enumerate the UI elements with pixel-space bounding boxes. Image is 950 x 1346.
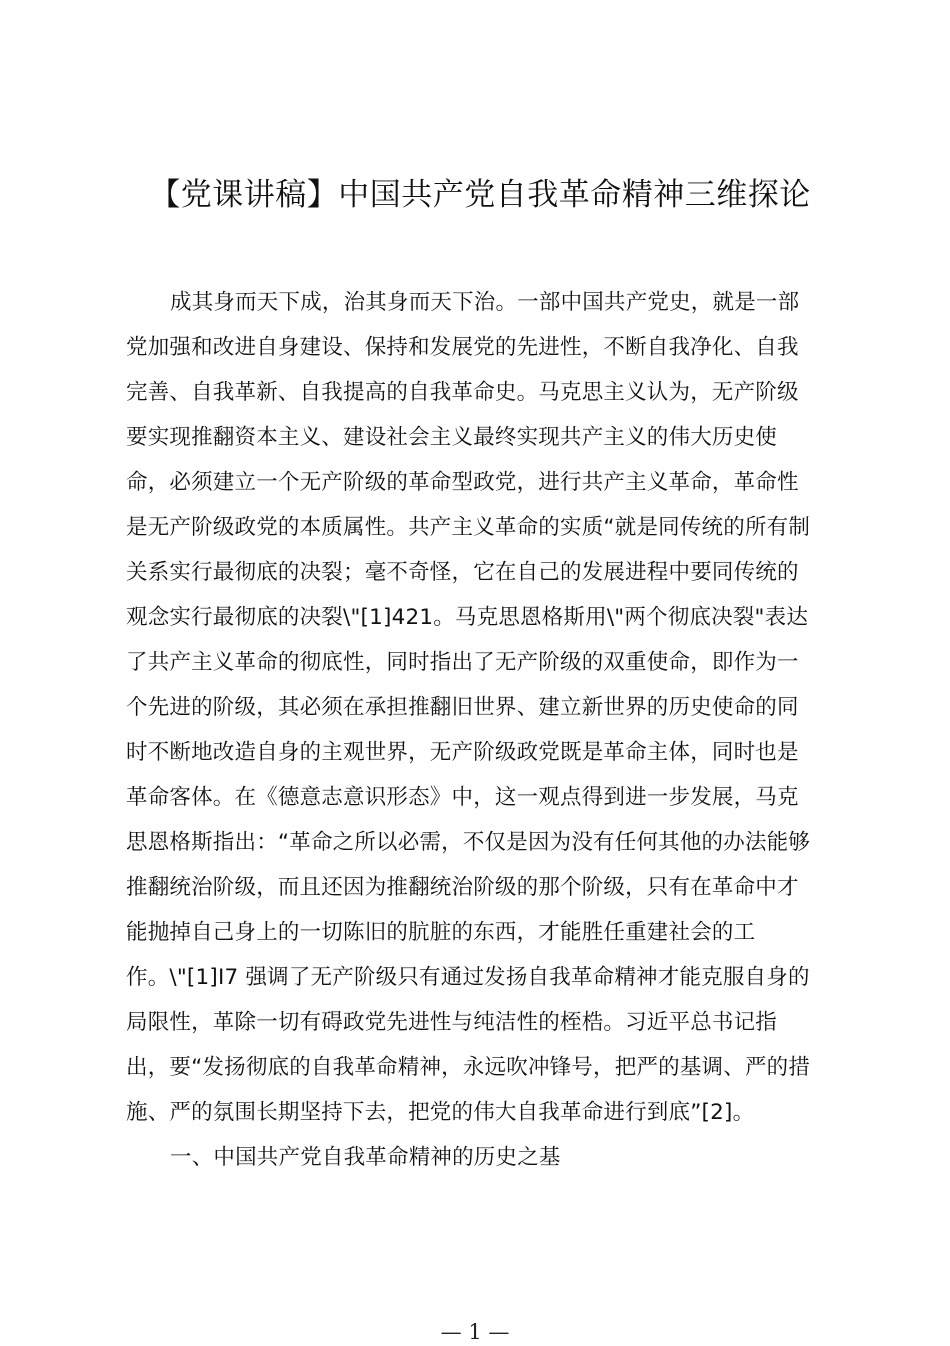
paragraph-line: 是无产阶级政党的本质属性。共产主义革命的实质“就是同传统的所有制: [126, 515, 811, 540]
paragraph-line: 革命客体。在《德意志意识形态》中，这一观点得到进一步发展，马克: [126, 785, 799, 810]
paragraph-line: 个先进的阶级，其必须在承担推翻旧世界、建立新世界的历史使命的同: [126, 695, 799, 720]
section-heading: 一、中国共产党自我革命精神的历史之基: [170, 1145, 561, 1170]
paragraph-line: 观念实行最彻底的决裂\"[1]421。马克思恩格斯用\"两个彻底决裂"表达: [126, 605, 809, 630]
paragraph-line: 施、严的氛围长期坚持下去，把党的伟大自我革命进行到底”[2]。: [126, 1100, 755, 1125]
paragraph-line: 出，要“发扬彻底的自我革命精神，永远吹冲锋号，把严的基调、严的措: [126, 1055, 811, 1080]
paragraph-line: 局限性，革除一切有碍政党先进性与纯洁性的桎梏。习近平总书记指: [126, 1010, 778, 1035]
paragraph-line: 思恩格斯指出：“革命之所以必需，不仅是因为没有任何其他的办法能够: [126, 830, 811, 855]
paragraph-line: 能抛掉自己身上的一切陈旧的肮脏的东西，才能胜任重建社会的工: [126, 920, 756, 945]
body-paragraph: [126, 280, 832, 1180]
paragraph-line: 了共产主义革命的彻底性，同时指出了无产阶级的双重使命，即作为一: [126, 650, 799, 675]
paragraph-line: 命，必须建立一个无产阶级的革命型政党，进行共产主义革命，革命性: [126, 470, 799, 495]
paragraph-line: 关系实行最彻底的决裂；毫不奇怪，它在自己的发展进程中要同传统的: [126, 560, 799, 585]
paragraph-line: 完善、自我革新、自我提高的自我革命史。马克思主义认为，无产阶级: [126, 380, 799, 405]
paragraph-line: 要实现推翻资本主义、建设社会主义最终实现共产主义的伟大历史使: [126, 425, 778, 450]
paragraph-line: 时不断地改造自身的主观世界，无产阶级政党既是革命主体，同时也是: [126, 740, 799, 765]
document-title: 【党课讲稿】中国共产党自我革命精神三维探论: [149, 177, 811, 213]
page-number: — 1 —: [440, 1320, 510, 1344]
paragraph-line: 作。\"[1]I7 强调了无产阶级只有通过发扬自我革命精神才能克服自身的: [126, 965, 810, 990]
paragraph-line: 成其身而天下成，治其身而天下治。一部中国共产党史，就是一部: [170, 290, 800, 315]
paragraph-line: 党加强和改进自身建设、保持和发展党的先进性，不断自我净化、自我: [126, 335, 799, 360]
paragraph-line: 推翻统治阶级，而且还因为推翻统治阶级的那个阶级，只有在革命中才: [126, 875, 799, 900]
